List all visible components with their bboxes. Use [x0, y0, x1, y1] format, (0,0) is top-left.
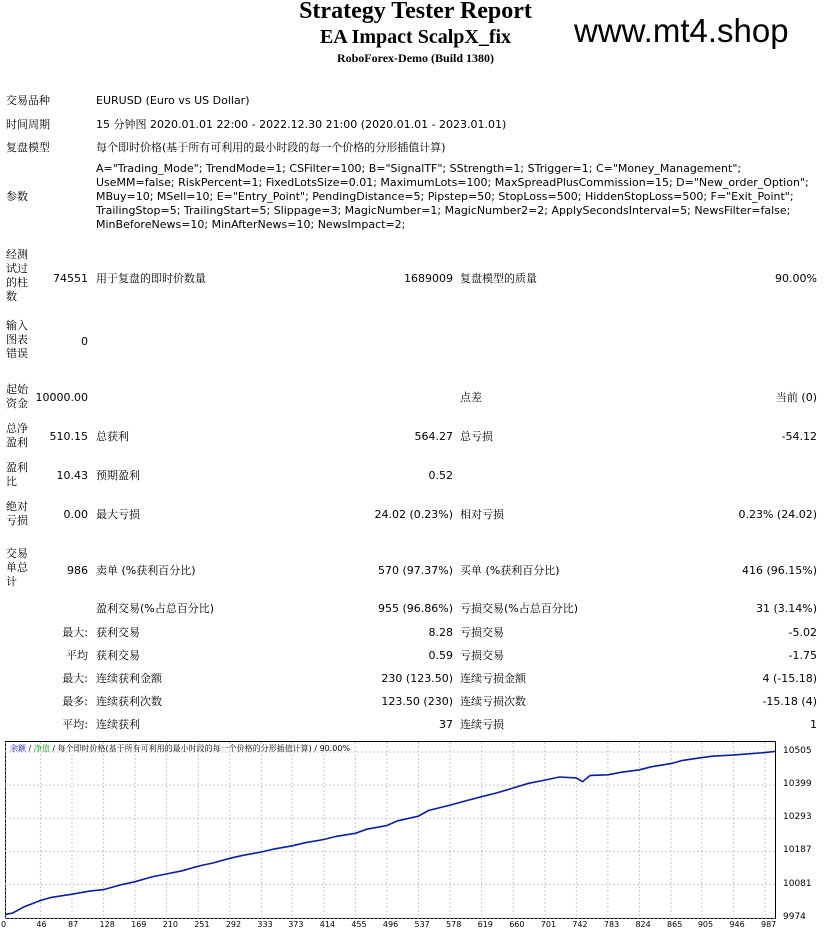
max-consecutive-prefix: 最大:: [62, 672, 88, 685]
params-value: A="Trading_Mode"; TrendMode=1; CSFilter=100; B="SignalTF"; SStrength=1; STrigger=1; C="Money_Management"; UseMM=false; RiskPercent=1; FixedLotsSize=0.01; MaximumLots=100; MaxSpreadPlusCommission=15; D="New_order_Option"; MBuy=10; MSell=10; E="Entry_Point"; PendingDistance=5; Pipstep=50; StopLoss=500; HiddenStopLoss=500; F="Exit_Point"; TrailingStop=5; TrailingStart=5; Slippage=3; MagicNumber=1; MagicNumber2=2; ApplySecondsInterval=5; NewsFilter=false; MinBeforeNews=10; MinAfterNews=10; NewsImpact=2;: [96, 162, 809, 231]
legend-balance: 余额: [10, 744, 26, 753]
period-value: 15 分钟图 2020.01.01 22:00 - 2022.12.30 21:00 (2020.01.01 - 2023.01.01): [96, 118, 507, 131]
report-title: Strategy Tester Report: [299, 0, 532, 24]
abs-drawdown-label: 绝对亏损: [6, 500, 28, 527]
expected-payoff-label: 预期盈利: [96, 469, 140, 482]
x-tick-label: 46: [36, 920, 47, 929]
x-tick-label: 987: [760, 920, 777, 929]
legend-separator: /: [26, 744, 34, 753]
y-tick-label: 10081: [783, 878, 812, 889]
x-tick-label: 333: [257, 920, 273, 929]
model-value: 每个即时价格(基于所有可利用的最小时段的每一个价格的分形插值计算): [96, 141, 446, 154]
x-tick-label: 292: [225, 920, 242, 929]
ticks-value: 1689009: [404, 272, 453, 285]
profit-trades-value: 955 (96.86%): [377, 602, 453, 615]
gross-loss-label: 总亏损: [460, 430, 493, 443]
max-drawdown-label: 最大亏损: [96, 508, 140, 521]
largest-profit-label: 获利交易: [96, 626, 140, 639]
avg-profit-label: 获利交易: [96, 649, 140, 662]
max-cons-profit-label: 连续获利次数: [96, 695, 162, 708]
abs-drawdown-value: 0.00: [63, 508, 88, 521]
profit-trades-label: 盈利交易(%占总百分比): [96, 602, 215, 615]
x-tick-label: 865: [667, 920, 683, 929]
avg-cons-wins-value: 37: [439, 718, 453, 731]
gross-profit-value: 564.27: [414, 430, 453, 443]
deposit-label: 起始资金: [6, 383, 28, 410]
max-cons-loss-value: -15.18 (4): [762, 695, 817, 708]
y-tick-label: 10399: [783, 779, 812, 790]
x-tick-label: 619: [477, 920, 493, 929]
x-tick-label: 578: [446, 920, 462, 929]
x-tick-label: 783: [603, 920, 620, 929]
x-tick-label: 824: [635, 920, 651, 929]
net-profit-value: 510.15: [49, 430, 88, 443]
short-positions-value: 570 (97.37%): [377, 564, 453, 577]
period-label: 时间周期: [6, 118, 50, 131]
spread-value: 当前 (0): [775, 391, 817, 404]
total-trades-value: 986: [67, 564, 88, 577]
ticks-label: 用于复盘的即时价数量: [96, 272, 206, 285]
avg-cons-wins-label: 连续获利: [96, 718, 140, 731]
gross-loss-value: -54.12: [781, 430, 817, 443]
x-tick-label: 905: [697, 920, 714, 929]
loss-trades-value: 31 (3.14%): [755, 602, 817, 615]
x-tick-label: 373: [288, 920, 304, 929]
short-positions-label: 卖单 (%获利百分比): [96, 564, 196, 577]
x-tick-label: 414: [319, 920, 336, 929]
balance-line: [5, 751, 775, 914]
max-cons-losses-value: 4 (-15.18): [762, 672, 817, 685]
params-label: 参数: [6, 190, 28, 203]
max-cons-profit-value: 123.50 (230): [381, 695, 453, 708]
x-tick-label: 701: [540, 920, 557, 929]
avg-profit-value: 0.59: [428, 649, 453, 662]
max-cons-loss-label: 连续亏损次数: [460, 695, 526, 708]
chart-legend: [10, 743, 350, 754]
avg-cons-losses-value: 1: [810, 718, 817, 731]
avg-loss-label: 亏损交易: [460, 649, 504, 662]
average-prefix: 平均: [66, 649, 88, 662]
net-profit-label: 总净盈利: [6, 422, 28, 449]
x-tick-label: 455: [351, 920, 367, 929]
x-tick-label: 496: [382, 920, 399, 929]
mismatch-value: 0: [81, 335, 88, 348]
y-tick-label: 10187: [783, 845, 812, 856]
model-label: 复盘模型: [6, 141, 50, 154]
long-positions-value: 416 (96.15%): [741, 564, 817, 577]
max-cons-losses-label: 连续亏损金额: [460, 672, 526, 685]
max-cons-wins-value: 230 (123.50): [381, 672, 453, 685]
spread-label: 点差: [460, 391, 482, 404]
avg-consecutive-prefix: 平均:: [62, 718, 88, 731]
symbol-value: EURUSD (Euro vs US Dollar): [96, 94, 250, 107]
x-tick-label: 946: [729, 920, 745, 929]
y-tick-label: 10505: [783, 746, 812, 756]
deposit-value: 10000.00: [35, 391, 88, 404]
ea-name: EA Impact ScalpX_fix: [319, 26, 512, 48]
symbol-label: 交易品种: [6, 94, 50, 107]
avg-loss-value: -1.75: [788, 649, 817, 662]
largest-loss-value: -5.02: [788, 626, 817, 639]
x-tick-label: 537: [414, 920, 430, 929]
total-trades-label: 交易单总计: [6, 547, 28, 588]
profit-factor-label: 盈利比: [6, 461, 28, 488]
bars-label: 经测试过的柱数: [6, 248, 28, 303]
rel-drawdown-value: 0.23% (24.02): [738, 508, 817, 521]
x-tick-label: 742: [572, 920, 588, 929]
y-tick-label: 9974: [783, 912, 806, 922]
quality-label: 复盘模型的质量: [460, 272, 537, 285]
max-drawdown-value: 24.02 (0.23%): [374, 508, 453, 521]
largest-loss-label: 亏损交易: [460, 626, 504, 639]
long-positions-label: 买单 (%获利百分比): [460, 564, 560, 577]
x-tick-label: 0: [1, 920, 7, 929]
watermark: www.mt4.shop: [574, 12, 789, 49]
loss-trades-label: 亏损交易(%占总百分比): [460, 602, 579, 615]
chart-frame: [6, 742, 776, 919]
most-prefix: 最多:: [62, 695, 88, 708]
mismatch-label: 输入图表错误: [6, 319, 28, 360]
expected-payoff-value: 0.52: [428, 469, 453, 482]
bars-value: 74551: [53, 272, 88, 285]
x-tick-label: 660: [509, 920, 525, 929]
avg-cons-losses-label: 连续亏损: [460, 718, 504, 731]
max-cons-wins-label: 连续获利金额: [96, 672, 162, 685]
x-tick-label: 87: [67, 920, 79, 929]
x-tick-label: 210: [162, 920, 178, 929]
legend-equity: 净值: [33, 744, 50, 753]
balance-chart: [5, 740, 831, 931]
rel-drawdown-label: 相对亏损: [460, 508, 504, 521]
gross-profit-label: 总获利: [96, 430, 129, 443]
quality-value: 90.00%: [775, 272, 817, 285]
largest-prefix: 最大:: [62, 626, 88, 639]
x-tick-label: 169: [131, 920, 147, 929]
profit-factor-value: 10.43: [56, 469, 88, 482]
server-build: RoboForex-Demo (Build 1380): [336, 51, 495, 65]
legend-model: / 每个即时价格(基于所有可利用的最小时段的每一个价格的分形插值计算) / 90.00%: [49, 744, 351, 753]
x-tick-label: 128: [99, 920, 115, 929]
largest-profit-value: 8.28: [428, 626, 453, 639]
x-tick-label: 251: [194, 920, 210, 929]
y-tick-label: 10293: [783, 812, 812, 823]
